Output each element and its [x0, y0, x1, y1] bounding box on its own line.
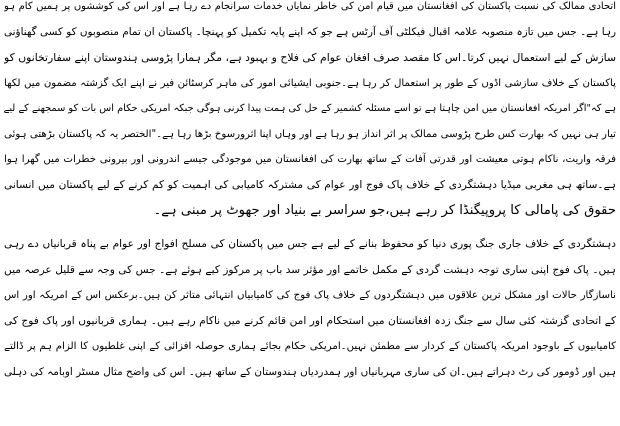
- text-line: پاکستان کے خلاف سازشی اڈوں کے طور پر استعمال کر رہا ہے۔جنوبی ایشیائی امور کی ماہر کرسٹائن فیر نے اپنے ایک گزشتہ مضمون میں لکھا: [4, 77, 616, 89]
- text-line: ہے کہ"اگر امریکہ افغانستان میں امن چاہتا ہے تو اسے مسئلہ کشمیر کے حل کی ہمت پیدا کرنی ہوگی جبکہ امریکی حکام اس بات کو سمجھنے کے لیے: [4, 103, 616, 114]
- text-line: کے اتحادی گزشتہ کئی سال سے جنگ زدہ افغانستان میں استحکام اور امن قائم کرنے میں ناکام رہے ہیں۔ ہماری قربانیوں اور پاک فوج کی: [4, 314, 616, 327]
- paragraph-2: [4, 232, 616, 385]
- text-line: ہے۔ساتھ ہی مغربی میڈیا دہشتگردی کے خلاف پاک فوج اور عوام کی مشترکہ کامیابی کی اہمیت کو کم کرنے کے لیے پاکستان میں انسانی: [4, 178, 616, 191]
- text-line: کامیابیوں کے باوجود امریکہ پاکستان کے کردار سے مطمئن نہیں۔امریکی حکام بجائے ہماری حوصلہ افزائی کے اپنی غلطیوں کا الزام ہم پر ڈالتے: [4, 341, 616, 352]
- paragraph-1: [4, 0, 616, 224]
- text-line: سازش کے لیے استعمال نہیں کرتا۔اس کا مقصد صرف افغان عوام کی فلاح و بہبود ہے، مگر ہمارا پڑوسی ہندوستان اپنے سفارتخانوں کو: [4, 51, 616, 64]
- text-line: حقوق کی پامالی کا پروپیگنڈا کر رہے ہیں،جو سراسر بے بنیاد اور جھوٹ پر مبنی ہے۔: [153, 203, 616, 218]
- text-line: دہشتگردی کے خلاف جاری جنگ پوری دنیا کو محفوظ بنانے کے لیے ہے جس میں پاکستان کی مسلح افواج اور عوام بے پناہ قربانیاں دے رہی: [4, 238, 616, 250]
- text-line: ہیں اور ڈومور کی رٹ دہراتے ہیں۔ان کی ساری مہربانیاں اور ہمدردیاں ہندوستان کے ساتھ ہیں۔ اس کی واضح مثال مسٹر اوبامہ کی دہلی: [4, 365, 616, 378]
- text-line: رہا ہے۔ جس میں تازہ منصوبہ علامہ اقبال فیکلٹی آف آرٹس ہے جو کہ اپنے پایہ تکمیل کو پہنچا۔ پاکستان ان تمام منصوبوں کو کسی گھناؤنی: [4, 25, 616, 38]
- text-line: فرقہ واریت، ناکام ہوتی معیشت اور قدرتی آفات کے ساتھ بھارت کی افغانستان میں موجودگی جیسے اندرونی اور بیرونی خطرات میں گھرا ہوا: [4, 154, 616, 165]
- text-line: ہیں۔ پاک فوج اپنی ساری توجہ دہشت گردی کے مکمل خاتمے اور مؤثر سد باب پر مرکوز کیے ہوئے ہے۔ جس کی وجہ سے قلیل عرصہ میں: [4, 263, 616, 276]
- text-line: تیار ہی نہیں کہ بھارت کس طرح پڑوسی ممالک پر اثر انداز ہو رہا ہے اور وہاں اپنا اثرورسوخ بڑھا رہا ہے۔"الختصر یہ کہ پاکستان بڑھتی ہوئی: [4, 128, 616, 140]
- text-line: ناسازگار حالات اور مشکل ترین علاقوں میں دہشتگردوں کے خلاف پاک فوج کی کامیابیاں انتہائی متاثر کن ہیں۔برعکس اس کے امریکہ اور اس: [4, 290, 616, 301]
- text-line: اتحادی ممالک کی نسبت پاکستان کی افغانستان میں قیام امن کی خاطر نمایاں خدمات سرانجام دے رہا ہے اور اس کی کوششوں پر ہمیں کام ہو: [4, 1, 616, 12]
